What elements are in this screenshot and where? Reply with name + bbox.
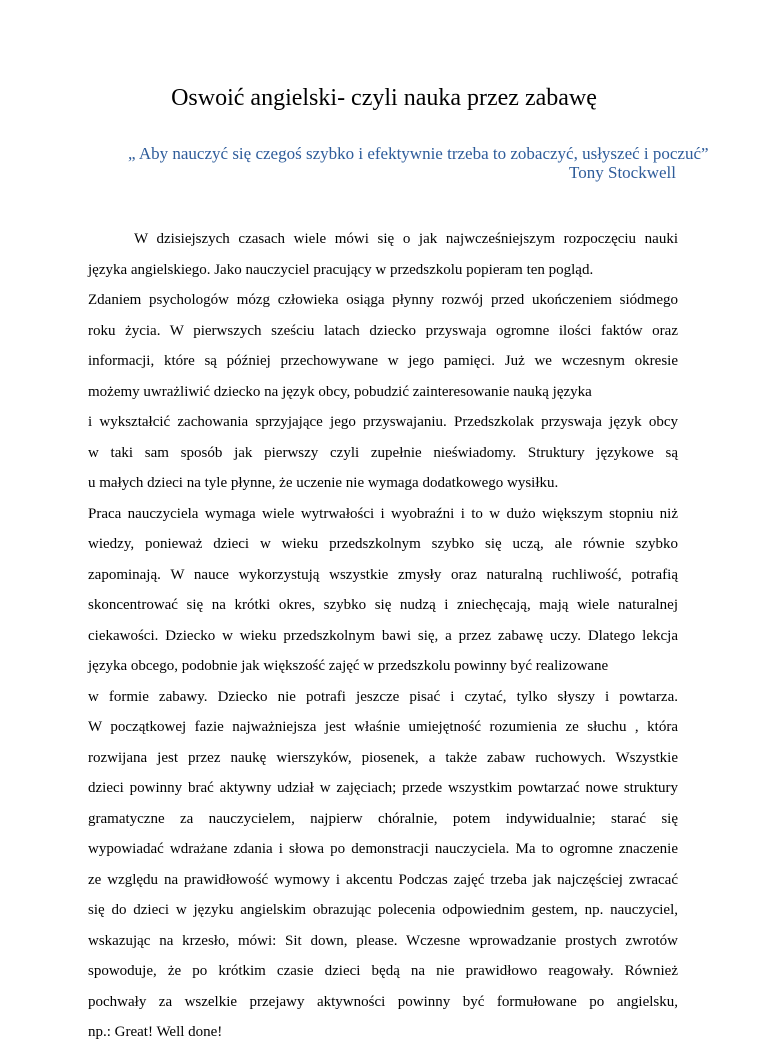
text-line: wiedzy, ponieważ dzieci w wieku przedszkolnym szybko się uczą, ale równie szybko <box>88 536 678 552</box>
epigraph-author: Tony Stockwell <box>569 163 676 182</box>
text-line: możemy uwrażliwić dziecko na język obcy, pobudzić zainteresowanie nauką języka <box>88 383 592 400</box>
text-line: informacji, które są później przechowywane w jego pamięci. Już we wczesnym okresie <box>88 353 678 369</box>
text-line: W dzisiejszych czasach wiele mówi się o jak najwcześniejszym rozpoczęciu nauki <box>134 231 678 247</box>
text-line: W początkowej fazie najważniejsza jest właśnie umiejętność rozumienia ze słuchu , która <box>88 719 678 735</box>
body-text <box>88 224 678 1048</box>
document-title: Oswoić angielski- czyli nauka przez zabawę <box>171 85 597 111</box>
text-line: rozwijana jest przez naukę wierszyków, piosenek, a także zabaw ruchowych. Wszystkie <box>88 749 678 766</box>
text-line: w formie zabawy. Dziecko nie potrafi jeszcze pisać i czytać, tylko słyszy i powtarza. <box>88 688 678 705</box>
text-line: w taki sam sposób jak pierwszy czyli zupełnie nieświadomy. Struktury językowe są <box>88 444 678 461</box>
text-line: ciekawości. Dziecko w wieku przedszkolnym bawi się, a przez zabawę uczy. Dlatego lekcja <box>88 627 678 644</box>
text-line: Praca nauczyciela wymaga wiele wytrwałości i wyobraźni i to w dużo większym stopniu niż <box>88 505 678 522</box>
epigraph-quote: „ Aby nauczyć się czegoś szybko i efektywnie trzeba to zobaczyć, usłyszeć i poczuć” <box>128 144 709 163</box>
text-line: języka angielskiego. Jako nauczyciel pracujący w przedszkolu popieram ten pogląd. <box>88 261 594 278</box>
text-line: roku życia. W pierwszych sześciu latach dziecko przyswaja ogromne ilości faktów oraz <box>88 322 678 339</box>
text-line: zapominają. W nauce wykorzystują wszystkie zmysły oraz naturalną ruchliwość, potrafią <box>88 566 678 583</box>
text-line: wypowiadać wdrażane zdania i słowa po demonstracji nauczyciela. Ma to ogromne znaczenie <box>88 841 678 857</box>
text-line: i wykształcić zachowania sprzyjające jego przyswajaniu. Przedszkolak przyswaja język obcy <box>88 414 678 430</box>
text-line: Zdaniem psychologów mózg człowieka osiąga płynny rozwój przed ukończeniem siódmego <box>88 292 678 308</box>
text-line: u małych dzieci na tyle płynne, że uczenie nie wymaga dodatkowego wysiłku. <box>88 475 559 491</box>
text-line: ze względu na prawidłowość wymowy i akcentu Podczas zajęć trzeba jak najczęściej zwracać <box>88 871 678 888</box>
text-line: gramatyczne za nauczycielem, najpierw chóralnie, potem indywidualnie; starać się <box>88 810 678 827</box>
text-line: spowoduje, że po krótkim czasie dzieci będą na nie prawidłowo reagowały. Również <box>88 963 678 979</box>
text-line: się do dzieci w języku angielskim obrazując polecenia odpowiednim gestem, np. nauczyciel, <box>88 902 678 918</box>
text-line: skoncentrować się na krótki okres, szybko się nudzą i zniechęcają, mają wiele naturalnej <box>88 597 678 613</box>
text-line: dzieci powinny brać aktywny udział w zajęciach; przede wszystkim powtarzać nowe struktury <box>88 780 678 796</box>
text-line: wskazując na krzesło, mówi: Sit down, please. Wczesne wprowadzanie prostych zwrotów <box>88 932 678 949</box>
text-line: np.: Great! Well done! <box>88 1024 223 1040</box>
text-line: języka obcego, podobnie jak większość zajęć w przedszkolu powinny być realizowane <box>88 658 609 674</box>
text-line: pochwały za wszelkie przejawy aktywności powinny być formułowane po angielsku, <box>88 993 678 1010</box>
